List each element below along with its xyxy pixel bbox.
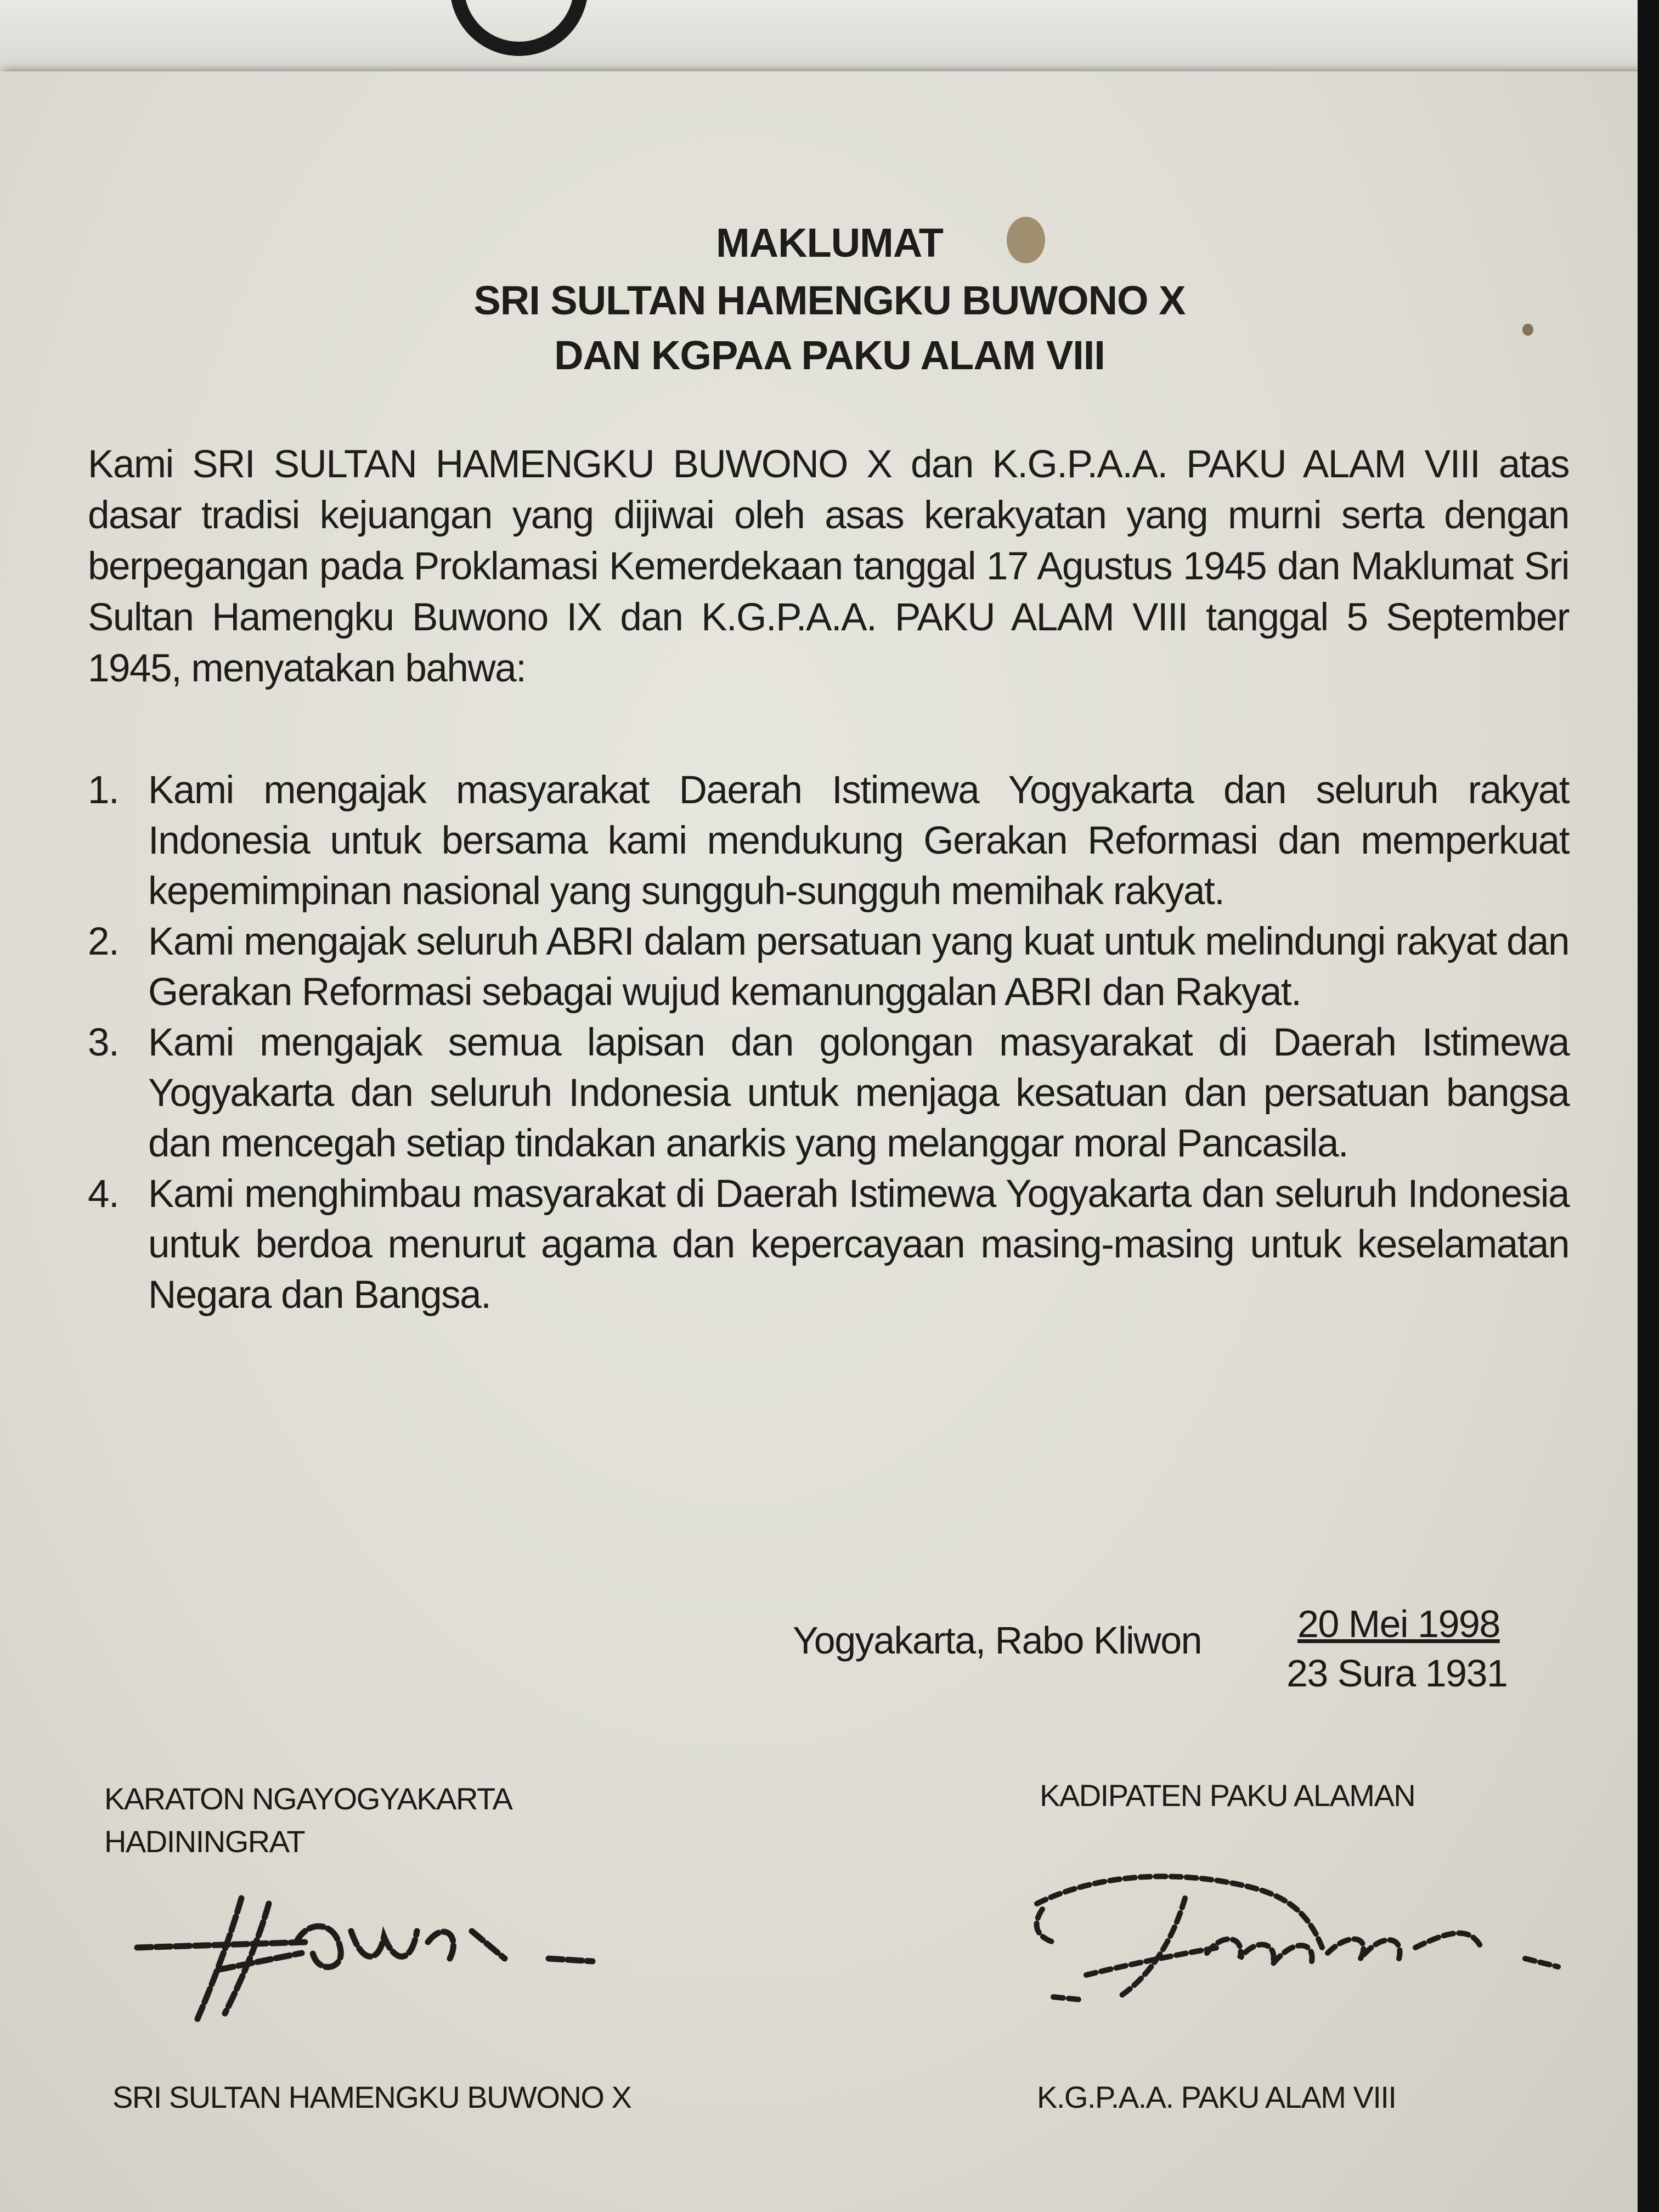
partial-glyph-icon xyxy=(450,0,588,56)
org-left-line1: KARATON NGAYOGYAKARTA xyxy=(104,1781,512,1816)
declaration-list xyxy=(88,765,1569,1321)
document-subtitle-sultan: SRI SULTAN HAMENGKU BUWONO X xyxy=(473,278,1186,323)
document-subtitle-pakualam: DAN KGPAA PAKU ALAM VIII xyxy=(554,332,1105,378)
date-gregorian: 20 Mei 1998 xyxy=(1297,1602,1500,1645)
list-item xyxy=(88,1169,1569,1321)
signatory-right-org: KADIPATEN PAKU ALAMAN xyxy=(1040,1778,1415,1813)
date-javanese: 23 Sura 1931 xyxy=(1286,1652,1508,1695)
list-item-number: 3. xyxy=(88,1021,119,1064)
org-left-line2: HADININGRAT xyxy=(104,1824,305,1859)
list-item-text: Kami mengajak semua lapisan dan golongan masyarakat di Daerah Istimewa Yogyakarta dan seluruh Indonesia untuk menjaga kesatuan dan persatuan bangsa dan mencegah setiap tindakan anarkis yang melanggar moral Pancasila. xyxy=(148,1021,1569,1165)
document-title: MAKLUMAT xyxy=(716,220,943,266)
signature-right-icon xyxy=(1020,1865,1569,2030)
signatory-left-org xyxy=(104,1778,512,1863)
list-item xyxy=(88,765,1569,917)
list-item xyxy=(88,1018,1569,1169)
list-item-text: Kami mengajak masyarakat Daerah Istimewa Yogyakarta dan seluruh rakyat Indonesia untuk bersama kami mendukung Gerakan Reformasi dan memperkuat kepemimpinan nasional yang sungguh-sungguh memihak rakyat. xyxy=(148,769,1569,913)
list-item-number: 2. xyxy=(88,920,119,963)
previous-page-strip xyxy=(0,0,1659,82)
signature-left-icon xyxy=(121,1887,625,2030)
list-item-text: Kami mengajak seluruh ABRI dalam persatuan yang kuat untuk melindungi rakyat dan Gerakan Reformasi sebagai wujud kemanunggalan ABRI dan Rakyat. xyxy=(148,920,1569,1014)
list-item xyxy=(88,917,1569,1018)
intro-paragraph: Kami SRI SULTAN HAMENGKU BUWONO X dan K.G.P.A.A. PAKU ALAM VIII atas dasar tradisi kejuangan yang dijiwai oleh asas kerakyatan yang murni serta dengan berpegangan pada Proklamasi Kemerdekaan tanggal 17 Agustus 1945 dan Maklumat Sri Sultan Hamengku Buwono IX dan K.G.P.A.A. PAKU ALAM VIII tanggal 5 September 1945, menyatakan bahwa: xyxy=(88,443,1569,690)
place-of-signing: Yogyakarta, Rabo Kliwon xyxy=(793,1619,1202,1662)
signatory-left-name: SRI SULTAN HAMENGKU BUWONO X xyxy=(112,2080,631,2114)
list-item-text: Kami menghimbau masyarakat di Daerah Istimewa Yogyakarta dan seluruh Indonesia untuk berdoa menurut agama dan kepercayaan masing-masing untuk keselamatan Negara dan Bangsa. xyxy=(148,1172,1569,1317)
list-item-number: 1. xyxy=(88,769,119,812)
list-item-number: 4. xyxy=(88,1172,119,1216)
signatory-right-name: K.G.P.A.A. PAKU ALAM VIII xyxy=(1037,2080,1396,2114)
